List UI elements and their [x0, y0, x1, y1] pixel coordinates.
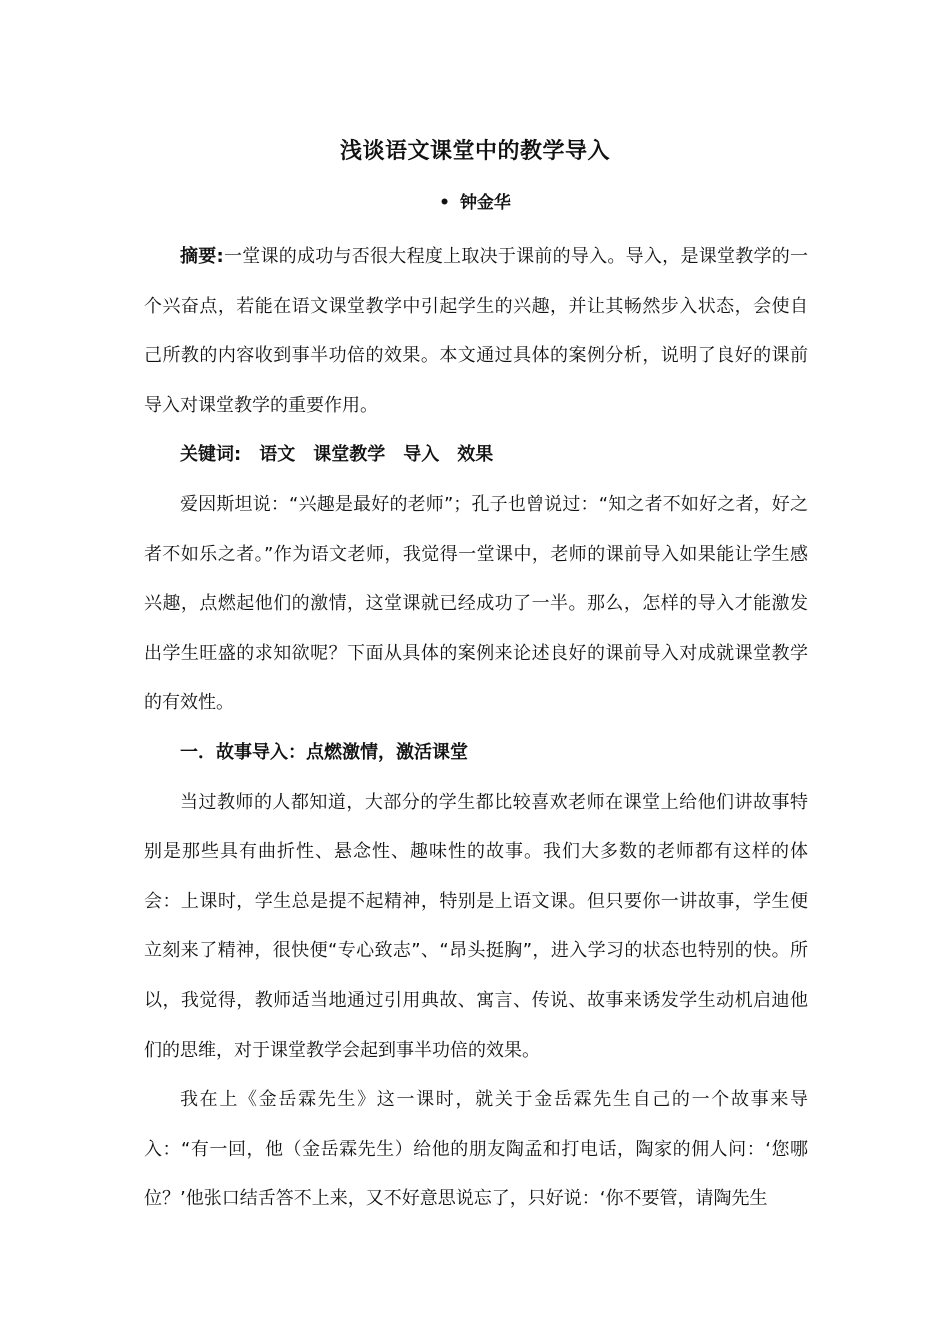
section-paragraph: 当过教师的人都知道，大部分的学生都比较喜欢老师在课堂上给他们讲故事特别是那些具有曲折性、悬念性、趣味性的故事。我们大多数的老师都有这样的体会：上课时，学生总是提不起精神，特别是上语文课。但只要你一讲故事，学生便立刻来了精神，很快便“专心致志”、“昂头挺胸”，进入学习的状态也特别的快。所以，我觉得，教师适当地通过引用典故、寓言、传说、故事来诱发学生动机启迪他们的思维，对于课堂教学会起到事半功倍的效果。: [144, 791, 808, 1061]
author-name: 钟金华: [459, 193, 511, 213]
document-body: [144, 232, 808, 1224]
keywords-paragraph: [144, 430, 808, 480]
keywords-label: 关键词:: [180, 444, 242, 466]
document-title: 浅谈语文课堂中的教学导入: [339, 139, 610, 164]
abstract-label: 摘要:: [180, 246, 224, 267]
keyword-item: 课堂教学: [313, 444, 386, 466]
keyword-item: 效果: [457, 444, 494, 466]
section-heading: 一．故事导入：点燃激情，激活课堂: [180, 741, 468, 763]
author-line: [0, 188, 950, 213]
abstract-text: 一堂课的成功与否很大程度上取决于课前的导入。导入，是课堂教学的一个兴奋点，若能在语文课堂教学中引起学生的兴趣，并让其畅然步入状态，会使自己所教的内容收到事半功倍的效果。本文通过具体的案例分析，说明了良好的课前导入对课堂教学的重要作用。: [144, 246, 808, 416]
section-paragraph: 我在上《金岳霖先生》这一课时，就关于金岳霖先生自己的一个故事来导入：“有一回，他（金岳霖先生）给他的朋友陶孟和打电话，陶家的佣人问：‘您哪位？’他张口结舌答不上来，又不好意思说忘了，只好说：‘你不要管，请陶先生: [144, 1089, 808, 1210]
abstract-paragraph: [144, 232, 808, 430]
bullet-icon: •: [439, 193, 450, 213]
intro-paragraph: 爱因斯坦说：“兴趣是最好的老师”；孔子也曾说过：“知之者不如好之者，好之者不如乐之者。”作为语文老师，我觉得一堂课中，老师的课前导入如果能让学生感兴趣，点燃起他们的激情，这堂课就已经成功了一半。那么，怎样的导入才能激发出学生旺盛的求知欲呢？下面从具体的案例来论述良好的课前导入对成就课堂教学的有效性。: [144, 493, 808, 714]
keyword-item: 导入: [403, 444, 440, 466]
keyword-item: 语文: [259, 444, 296, 466]
